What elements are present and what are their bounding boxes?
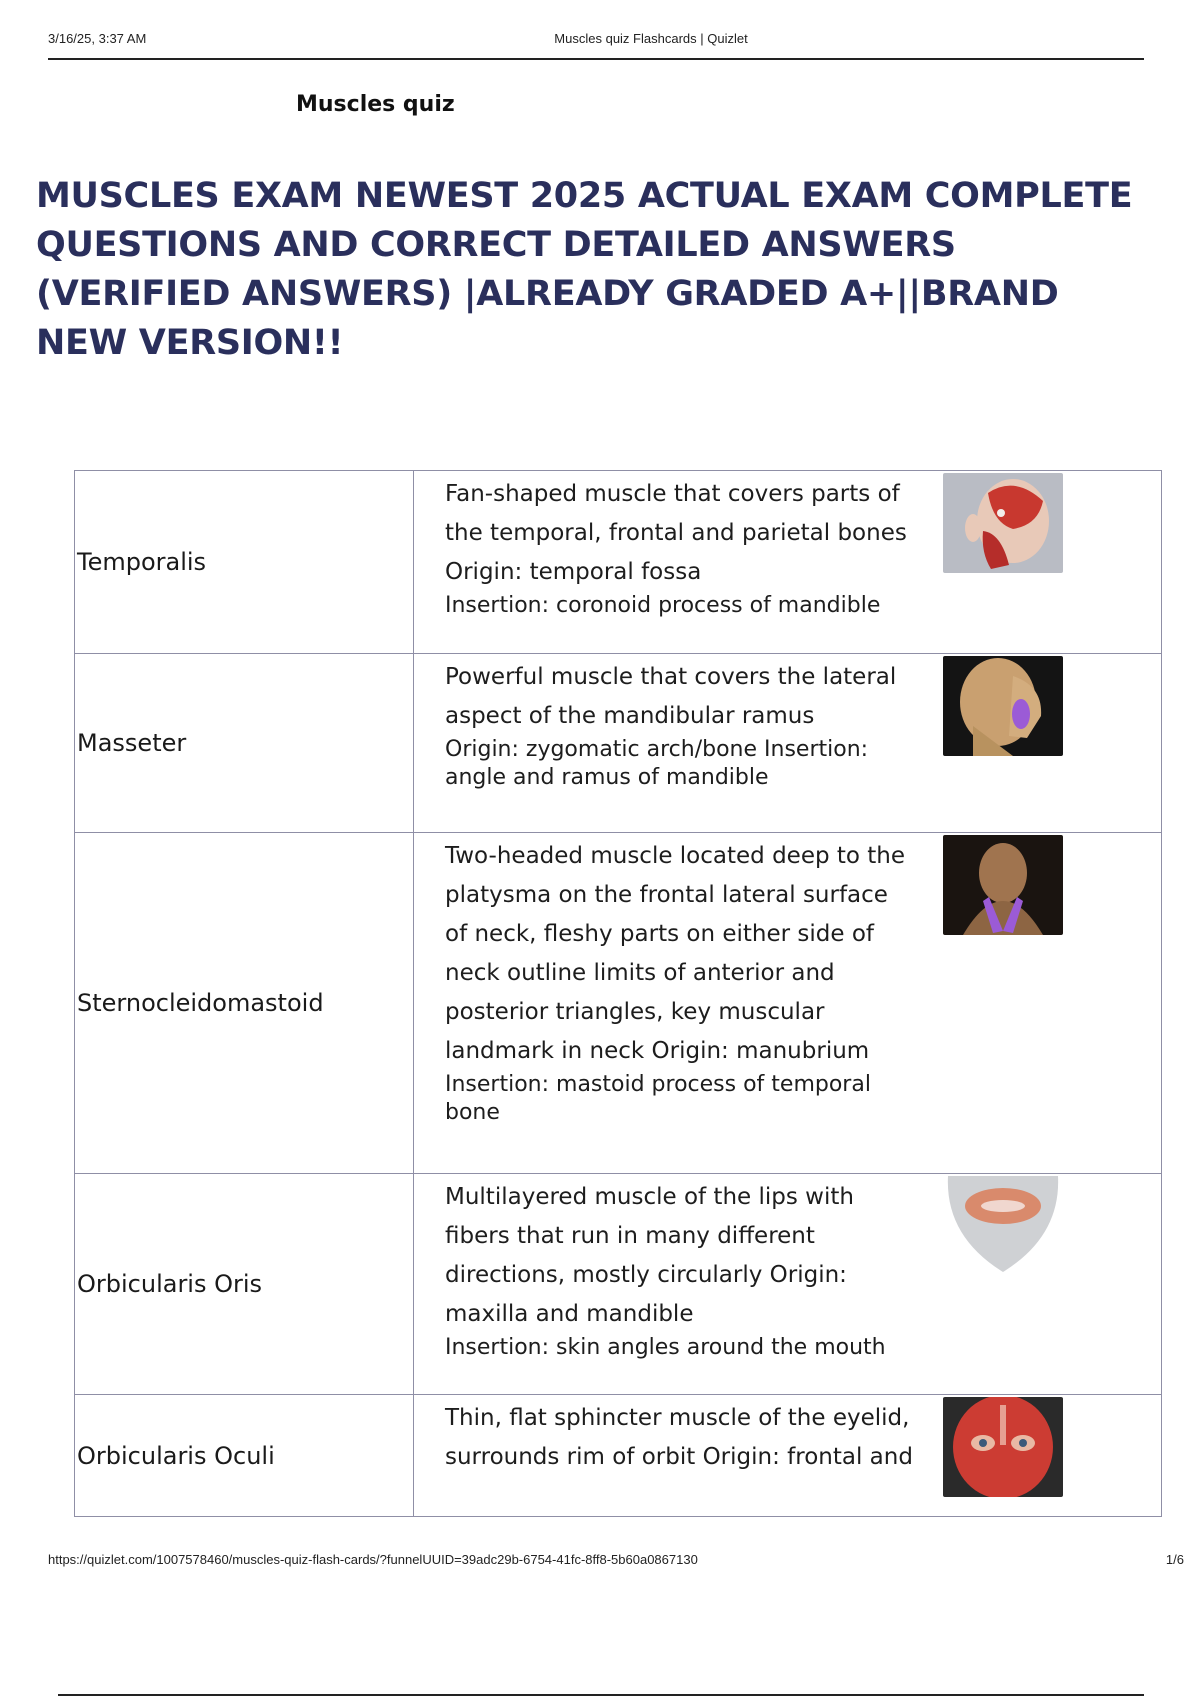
card-insertion: Insertion: mastoid process of temporal bone — [445, 1072, 871, 1125]
print-date: 3/16/25, 3:37 AM — [48, 31, 147, 46]
card-definition-cell — [414, 833, 1162, 1174]
bottom-divider — [58, 1694, 1144, 1696]
card-insertion: Insertion: skin angles around the mouth — [445, 1335, 886, 1360]
page-number: 1/6 — [1165, 1552, 1184, 1567]
card-term: Orbicularis Oris — [75, 1174, 414, 1395]
sternocleidomastoid-image — [943, 835, 1063, 935]
card-definition: Fan-shaped muscle that covers parts of the temporal, frontal and parietal bones Origin: temporal fossa — [445, 481, 907, 585]
card-term: Masseter — [75, 654, 414, 833]
flashcard-row — [75, 471, 1162, 654]
card-definition: Thin, flat sphincter muscle of the eyelid, surrounds rim of orbit Origin: frontal and — [445, 1405, 913, 1470]
card-definition-cell — [414, 654, 1162, 833]
card-definition: Powerful muscle that covers the lateral aspect of the mandibular ramus — [445, 664, 897, 729]
main-heading: MUSCLES EXAM NEWEST 2025 ACTUAL EXAM COMPLETE QUESTIONS AND CORRECT DETAILED ANSWERS (VERIFIED ANSWERS) |ALREADY GRADED A+||BRAND NEW VERSION!! — [36, 176, 1133, 363]
flashcard-row — [75, 1395, 1162, 1517]
card-definition-cell — [414, 471, 1162, 654]
card-definition: Multilayered muscle of the lips with fibers that run in many different directions, mostly circularly Origin: maxilla and mandible — [445, 1184, 854, 1327]
flashcard-row — [75, 654, 1162, 833]
flashcard-row — [75, 833, 1162, 1174]
card-definition: Two-headed muscle located deep to the platysma on the frontal lateral surface of neck, fleshy parts on either side of neck outline limits of anterior and posterior triangles, key muscular landmark in neck Origin: manubrium — [445, 843, 906, 1064]
card-term: Temporalis — [75, 471, 414, 654]
temporalis-image — [943, 473, 1063, 573]
flashcard-table — [74, 470, 1162, 1517]
card-definition-cell — [414, 1174, 1162, 1395]
card-insertion: Insertion: coronoid process of mandible — [445, 593, 881, 618]
masseter-image — [943, 656, 1063, 756]
print-page-title: Muscles quiz Flashcards | Quizlet — [554, 31, 748, 46]
card-term: Sternocleidomastoid — [75, 833, 414, 1174]
card-insertion: Origin: zygomatic arch/bone Insertion: angle and ramus of mandible — [445, 737, 869, 790]
card-definition-cell — [414, 1395, 1162, 1517]
orbicularis-oris-image — [943, 1176, 1063, 1276]
deck-title: Muscles quiz — [296, 92, 455, 117]
card-term: Orbicularis Oculi — [75, 1395, 414, 1517]
orbicularis-oculi-image — [943, 1397, 1063, 1497]
print-header — [48, 28, 1144, 60]
flashcard-row — [75, 1174, 1162, 1395]
print-footer — [48, 1552, 1184, 1567]
page-url: https://quizlet.com/1007578460/muscles-quiz-flash-cards/?funnelUUID=39adc29b-6754-41fc-8ff8-5b60a0867130 — [48, 1552, 698, 1567]
